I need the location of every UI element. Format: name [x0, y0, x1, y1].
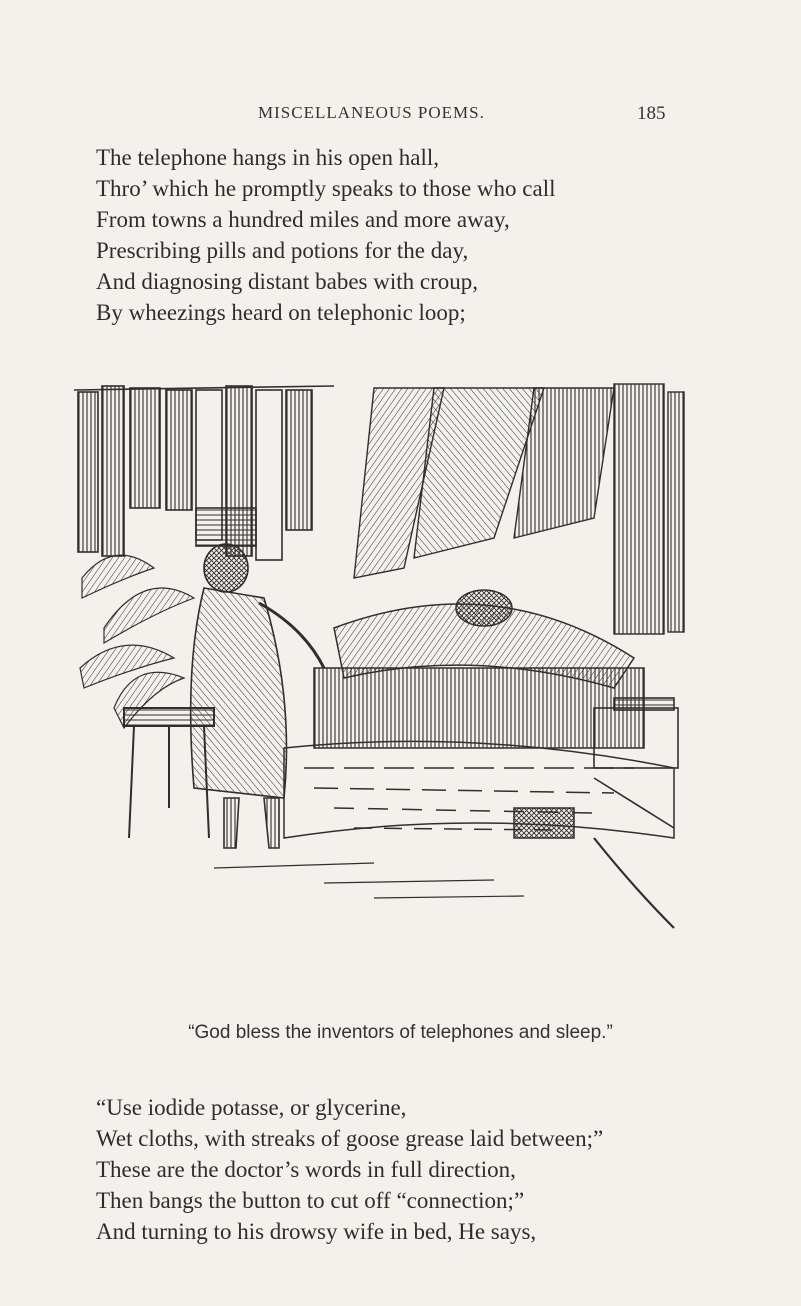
- verse-line: “Use iodide potasse, or glycerine,: [96, 1095, 407, 1120]
- running-head: [0, 103, 801, 133]
- verse-line: Then bangs the button to cut off “connection;”: [96, 1188, 525, 1213]
- verse-line: By wheezings heard on telephonic loop;: [96, 300, 466, 325]
- stanza-2: [96, 1092, 603, 1247]
- bed-canopy: [354, 384, 684, 634]
- illustration-caption: “God bless the inventors of telephones and sleep.”: [188, 1022, 613, 1043]
- verse-line: Prescribing pills and potions for the day,: [96, 238, 469, 263]
- verse-line: And turning to his drowsy wife in bed, He says,: [96, 1219, 537, 1244]
- verse-line: These are the doctor’s words in full direction,: [96, 1157, 516, 1182]
- verse-line: From towns a hundred miles and more away,: [96, 207, 510, 232]
- verse-line: Wet cloths, with streaks of goose grease laid between;”: [96, 1126, 604, 1151]
- running-head-title: MISCELLANEOUS POEMS.: [258, 103, 485, 122]
- stanza-1: [96, 142, 555, 328]
- bed: [284, 668, 674, 838]
- verse-line: Thro’ which he promptly speaks to those who call: [96, 176, 556, 201]
- engraving-illustration: [74, 368, 686, 948]
- doctor-figure: [191, 508, 324, 848]
- potted-plant: [80, 555, 194, 728]
- floor: [214, 863, 524, 898]
- verse-line: The telephone hangs in his open hall,: [96, 145, 440, 170]
- page-number: 185: [637, 103, 666, 124]
- verse-line: And diagnosing distant babes with croup,: [96, 269, 479, 294]
